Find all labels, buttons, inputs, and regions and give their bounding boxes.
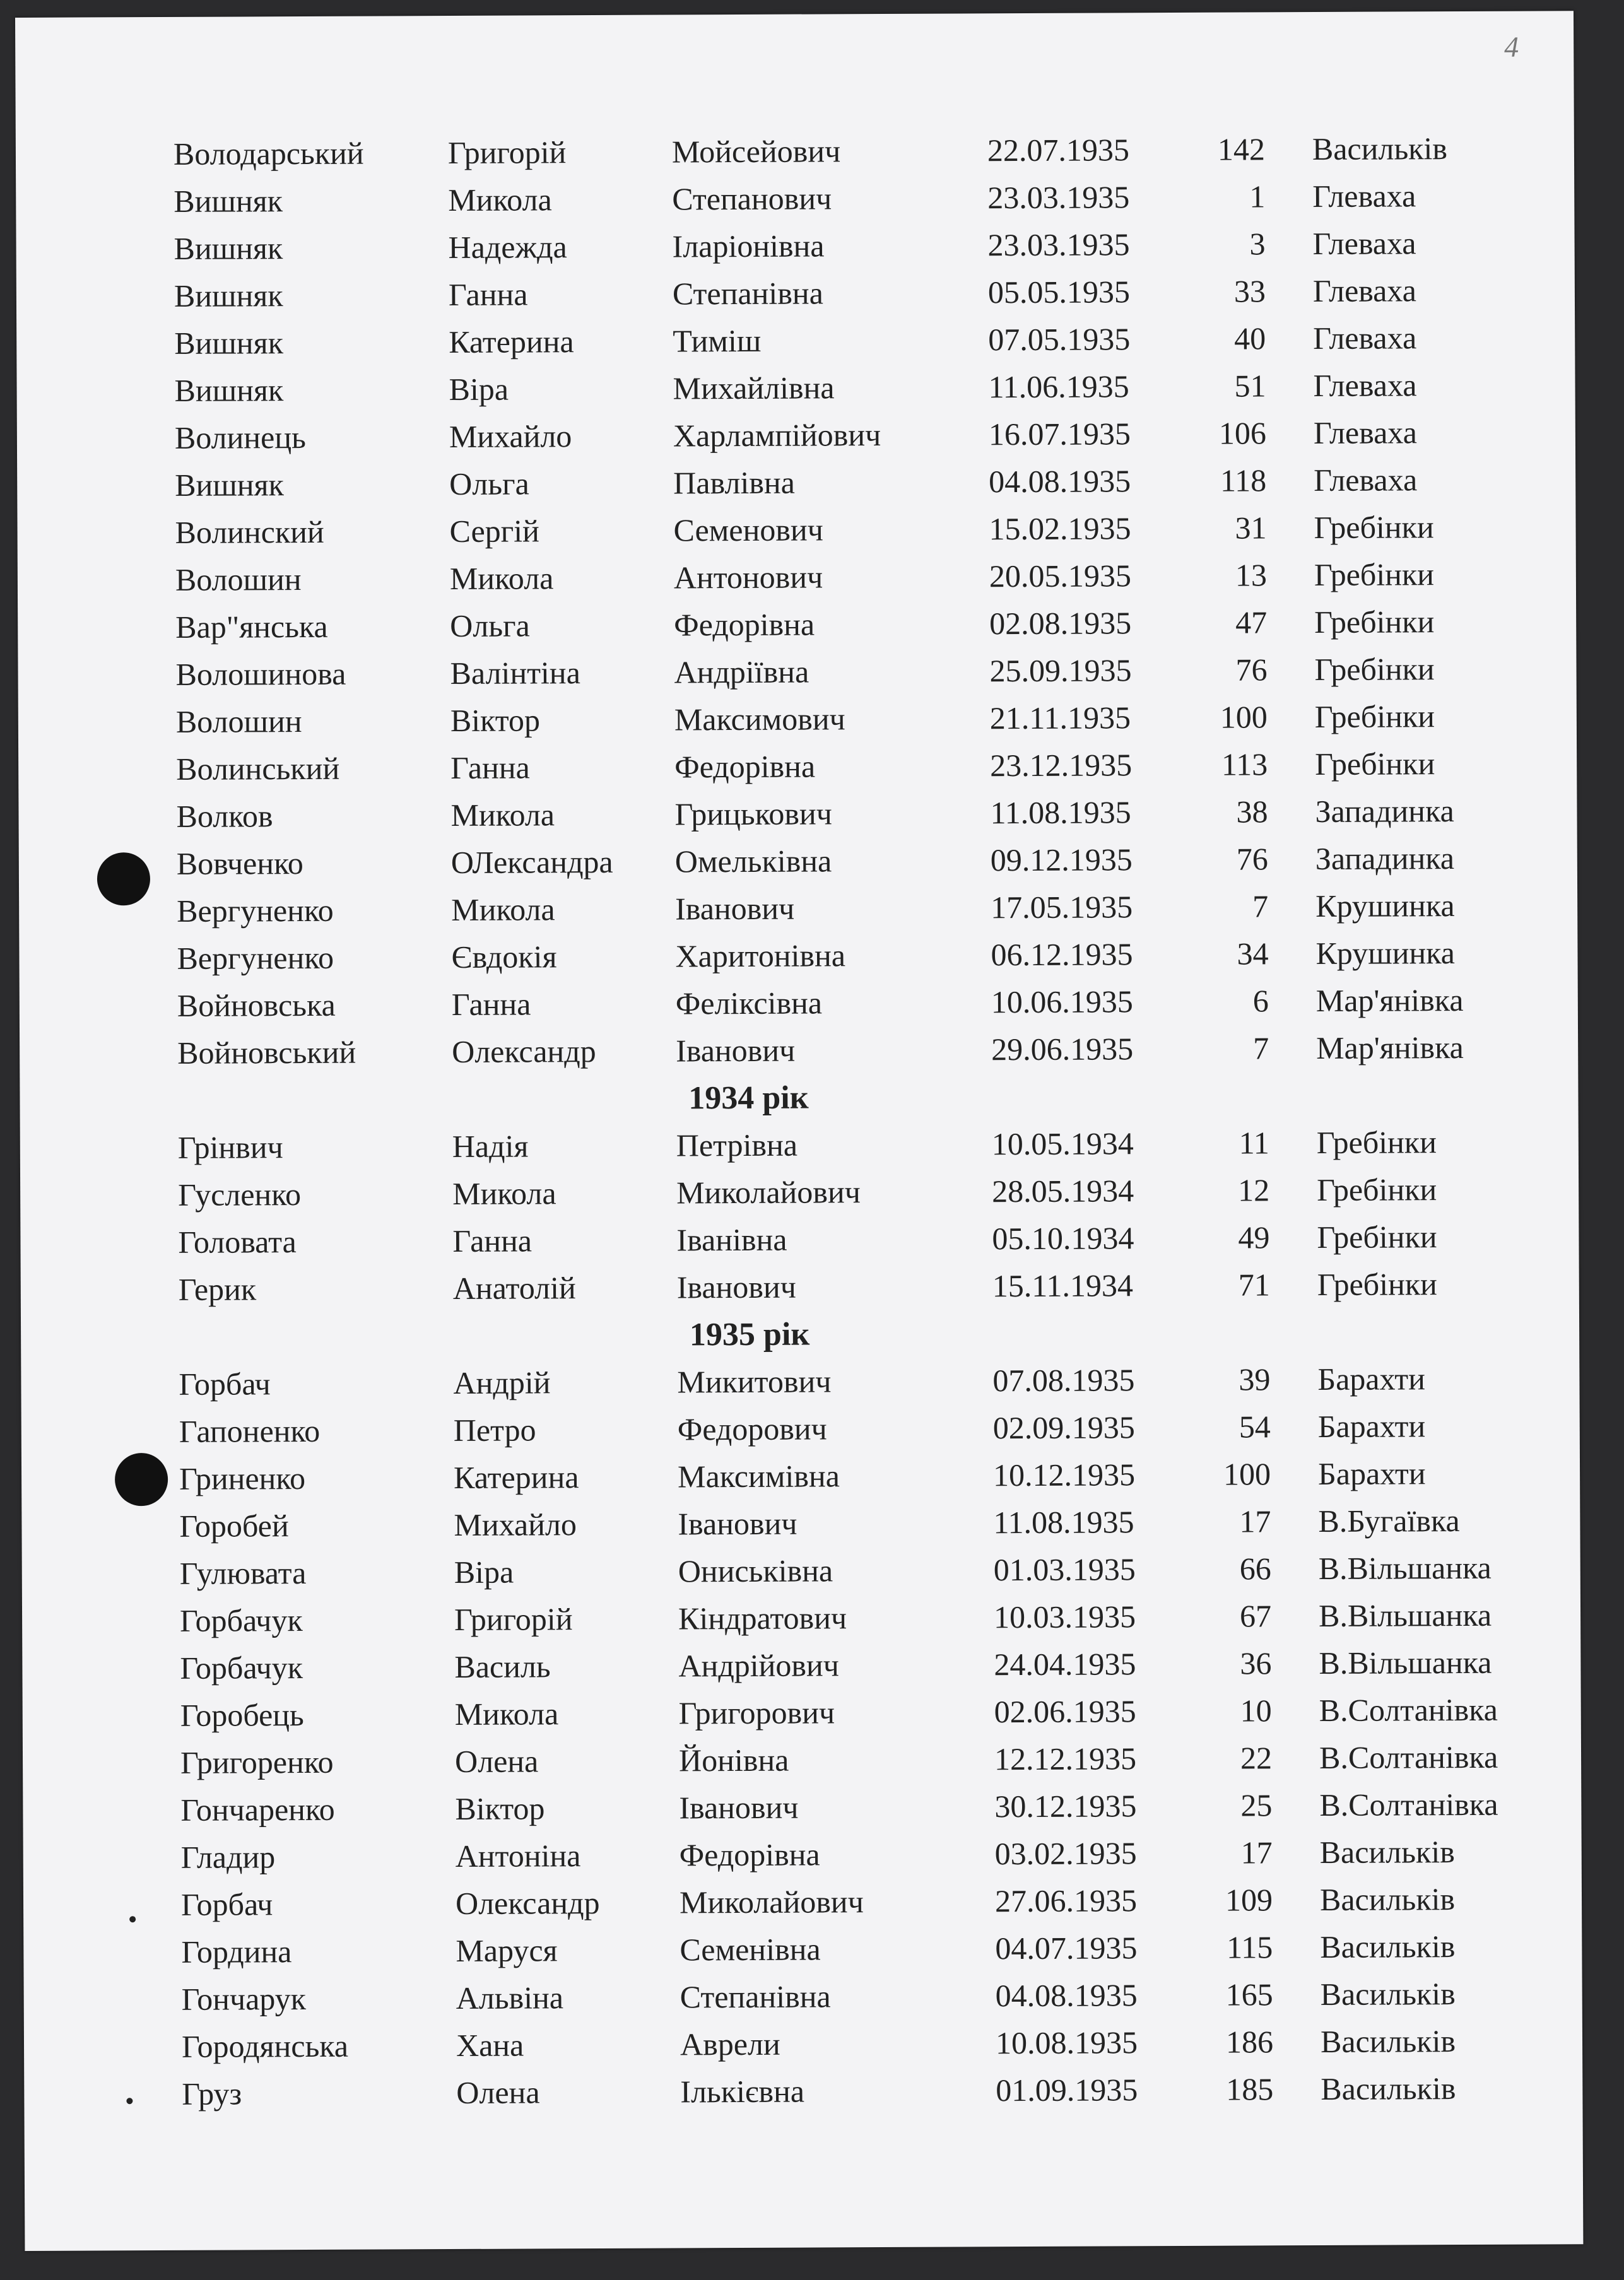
village-cell: Гребінки	[1316, 1124, 1437, 1161]
first-name-cell: Хана	[456, 2027, 524, 2063]
table-row	[23, 1875, 1582, 1929]
table-row	[16, 266, 1575, 320]
first-name-cell: Микола	[449, 560, 554, 597]
village-cell: Гребінки	[1315, 746, 1435, 782]
village-cell: Васильків	[1320, 1929, 1456, 1965]
table-row	[17, 408, 1575, 462]
first-name-cell: Ганна	[452, 1223, 533, 1259]
record-number-cell: 115	[1227, 1929, 1273, 1965]
date-cell: 10.08.1935	[995, 2024, 1138, 2061]
surname-cell: Горобець	[180, 1697, 304, 1733]
record-number-cell: 49	[1238, 1219, 1270, 1255]
surname-cell: Гулювата	[179, 1555, 307, 1591]
surname-cell: Вишняк	[174, 230, 283, 266]
village-cell: Гребінки	[1314, 556, 1435, 593]
village-cell: Васильків	[1319, 1881, 1456, 1918]
record-number-cell: 11	[1239, 1125, 1269, 1161]
first-name-cell: Надія	[452, 1128, 529, 1164]
first-name-cell: Надежда	[448, 229, 567, 266]
record-number-cell: 185	[1226, 2071, 1274, 2107]
surname-cell: Гончаренко	[180, 1791, 335, 1828]
surname-cell: Вар"янська	[175, 608, 328, 645]
village-cell: Барахти	[1317, 1361, 1426, 1397]
date-cell: 09.12.1935	[990, 842, 1133, 878]
date-cell: 10.05.1934	[991, 1125, 1134, 1162]
village-cell: Мар'янівка	[1315, 982, 1464, 1019]
surname-cell: Вишняк	[175, 467, 285, 503]
patronymic-cell: Кіндратович	[678, 1600, 847, 1637]
table-row	[21, 1354, 1579, 1409]
record-number-cell: 186	[1225, 2024, 1274, 2060]
date-cell: 23.12.1935	[990, 747, 1133, 784]
surname-cell: Горбач	[180, 1886, 273, 1922]
village-cell: Глеваха	[1312, 273, 1416, 309]
record-number-cell: 100	[1223, 1456, 1271, 1492]
village-cell: Западинка	[1315, 793, 1454, 830]
village-cell: Гребінки	[1317, 1219, 1437, 1255]
table-row	[19, 881, 1577, 936]
date-cell: 02.08.1935	[989, 605, 1132, 642]
patronymic-cell: Максимівна	[677, 1458, 840, 1495]
patronymic-cell: Мойсейович	[671, 133, 841, 170]
patronymic-cell: Павлівна	[673, 464, 796, 501]
record-number-cell: 76	[1236, 841, 1268, 877]
date-cell: 12.12.1935	[994, 1741, 1137, 1777]
patronymic-cell: Михайлівна	[673, 370, 835, 406]
first-name-cell: Михайло	[449, 418, 572, 455]
date-cell: 16.07.1935	[988, 416, 1131, 452]
date-cell: 01.09.1935	[996, 2072, 1138, 2108]
first-name-cell: Маруся	[456, 1932, 558, 1968]
patronymic-cell: Іларіонівна	[672, 228, 825, 264]
date-cell: 11.08.1935	[990, 794, 1131, 831]
first-name-cell: Антоніна	[455, 1838, 581, 1874]
first-name-cell: Олена	[456, 2074, 540, 2110]
table-row	[22, 1544, 1580, 1598]
table-row	[17, 455, 1575, 510]
surname-cell: Гордина	[181, 1934, 292, 1970]
page-number: 4	[1504, 30, 1519, 63]
patronymic-cell: Миколайович	[676, 1174, 861, 1211]
record-number-cell: 10	[1240, 1693, 1272, 1729]
first-name-cell: Ольга	[450, 608, 530, 644]
table-row	[23, 1828, 1582, 1882]
register-table	[15, 11, 1574, 2112]
date-cell: 10.03.1935	[993, 1599, 1136, 1635]
village-cell: В.Вільшанка	[1319, 1644, 1492, 1681]
date-cell: 23.03.1935	[987, 226, 1130, 263]
table-row	[16, 124, 1574, 179]
surname-cell: Григоренко	[180, 1744, 334, 1780]
record-number-cell: 113	[1221, 746, 1268, 782]
first-name-cell: Григорій	[447, 134, 567, 171]
first-name-cell: Віра	[454, 1554, 514, 1590]
surname-cell: Гончарук	[181, 1981, 307, 2017]
village-cell: Крушинка	[1315, 888, 1455, 924]
record-number-cell: 76	[1235, 652, 1268, 688]
patronymic-cell: Аврели	[680, 2026, 780, 2062]
surname-cell: Вергуненко	[177, 892, 334, 929]
patronymic-cell: Семенівна	[680, 1931, 821, 1968]
patronymic-cell: Іванівна	[676, 1221, 787, 1258]
village-cell: Глеваха	[1313, 367, 1417, 404]
surname-cell: Гладир	[180, 1839, 276, 1875]
date-cell: 15.02.1935	[989, 510, 1131, 547]
patronymic-cell: Микитович	[677, 1363, 832, 1400]
patronymic-cell: Андріївна	[674, 654, 809, 690]
patronymic-cell: Феліксівна	[675, 985, 823, 1021]
table-row	[21, 1260, 1579, 1314]
table-row	[24, 1970, 1582, 2024]
table-row	[20, 1023, 1578, 1078]
surname-cell: Волков	[176, 798, 273, 834]
record-number-cell: 106	[1218, 415, 1267, 451]
record-number-cell: 1	[1249, 179, 1266, 214]
table-row	[20, 1165, 1579, 1219]
patronymic-cell: Миколайович	[679, 1884, 864, 1920]
first-name-cell: Василь	[454, 1648, 551, 1684]
first-name-cell: Ганна	[451, 986, 531, 1022]
surname-cell: Головата	[178, 1224, 297, 1260]
first-name-cell: ОЛександра	[450, 843, 613, 880]
first-name-cell: Євдокія	[451, 939, 557, 975]
patronymic-cell: Грицькович	[674, 796, 832, 832]
date-cell: 10.06.1935	[991, 984, 1133, 1020]
surname-cell: Грінвич	[177, 1129, 283, 1165]
table-row	[21, 1402, 1580, 1456]
patronymic-cell: Петрівна	[676, 1127, 798, 1163]
village-cell: Гребінки	[1314, 509, 1434, 546]
table-row	[23, 1686, 1581, 1740]
date-cell: 04.07.1935	[995, 1930, 1138, 1966]
patronymic-cell: Степанівна	[672, 275, 823, 312]
table-row	[18, 597, 1576, 652]
date-cell: 21.11.1935	[989, 700, 1131, 736]
table-row	[23, 1780, 1581, 1835]
surname-cell: Войновський	[177, 1034, 356, 1071]
date-cell: 05.05.1935	[987, 274, 1131, 310]
first-name-cell: Микола	[448, 182, 552, 218]
first-name-cell: Григорій	[454, 1601, 573, 1637]
surname-cell: Волинець	[174, 419, 306, 455]
village-cell: В.Бугаївка	[1318, 1503, 1460, 1539]
village-cell: Глеваха	[1312, 178, 1416, 214]
first-name-cell: Михайло	[454, 1507, 577, 1543]
patronymic-cell: Андрійович	[678, 1647, 839, 1684]
first-name-cell: Андрій	[453, 1365, 551, 1401]
date-cell: 04.08.1935	[989, 463, 1131, 500]
first-name-cell: Олександр	[455, 1884, 600, 1921]
patronymic-cell: Максимович	[674, 701, 845, 737]
surname-cell: Вовченко	[176, 845, 303, 881]
table-row	[16, 361, 1575, 415]
surname-cell: Горобей	[179, 1508, 289, 1544]
record-number-cell: 71	[1238, 1267, 1270, 1303]
surname-cell: Горбач	[179, 1366, 271, 1402]
date-cell: 30.12.1935	[994, 1788, 1137, 1825]
date-cell: 11.06.1935	[988, 368, 1129, 405]
record-number-cell: 67	[1239, 1598, 1272, 1634]
table-row	[23, 1733, 1581, 1787]
record-number-cell: 25	[1240, 1787, 1273, 1823]
first-name-cell: Олександр	[452, 1033, 596, 1069]
patronymic-cell: Федорівна	[679, 1836, 820, 1873]
table-row	[24, 2017, 1582, 2071]
document-page	[15, 11, 1583, 2251]
village-cell: Барахти	[1317, 1455, 1426, 1492]
date-cell: 05.10.1934	[992, 1220, 1134, 1257]
table-row	[18, 692, 1577, 746]
table-row	[22, 1591, 1580, 1645]
date-cell: 23.03.1935	[987, 179, 1130, 216]
record-number-cell: 34	[1237, 936, 1269, 972]
record-number-cell: 165	[1225, 1977, 1273, 2013]
patronymic-cell: Федорівна	[674, 606, 815, 643]
record-number-cell: 142	[1217, 131, 1266, 167]
table-row	[17, 503, 1575, 557]
table-row	[20, 1118, 1579, 1172]
surname-cell: Володарський	[173, 135, 364, 172]
village-cell: Глеваха	[1313, 320, 1417, 356]
first-name-cell: Микола	[450, 797, 555, 833]
village-cell: В.Солтанівка	[1319, 1691, 1498, 1729]
surname-cell: Гусленко	[178, 1177, 302, 1213]
table-row	[24, 2064, 1582, 2118]
surname-cell: Герик	[178, 1271, 257, 1307]
village-cell: Глеваха	[1312, 225, 1416, 262]
first-name-cell: Катерина	[453, 1459, 579, 1495]
surname-cell: Волинський	[176, 750, 340, 787]
record-number-cell: 40	[1234, 320, 1266, 356]
date-cell: 07.05.1935	[988, 321, 1131, 358]
first-name-cell: Петро	[453, 1412, 536, 1448]
surname-cell: Войновська	[177, 987, 336, 1023]
surname-cell: Вишняк	[174, 183, 283, 219]
patronymic-cell: Григорович	[678, 1695, 835, 1731]
patronymic-cell: Степанович	[672, 180, 832, 217]
surname-cell: Горбачук	[179, 1602, 303, 1638]
village-cell: В.Солтанівка	[1319, 1739, 1498, 1776]
village-cell: Мар'янівка	[1316, 1029, 1464, 1066]
surname-cell: Вишняк	[174, 325, 284, 361]
table-row	[18, 787, 1577, 841]
first-name-cell: Микола	[451, 891, 555, 927]
record-number-cell: 66	[1239, 1551, 1271, 1587]
table-row	[20, 976, 1578, 1030]
patronymic-cell: Іванович	[675, 890, 795, 927]
table-row	[22, 1638, 1580, 1693]
date-cell: 20.05.1935	[989, 558, 1131, 594]
table-row	[18, 645, 1576, 699]
record-number-cell: 100	[1220, 699, 1268, 735]
surname-cell: Городянська	[181, 2028, 349, 2064]
surname-cell: Волошин	[175, 703, 302, 739]
table-row	[18, 550, 1576, 604]
first-name-cell: Віра	[449, 371, 509, 408]
village-cell: Васильків	[1319, 1834, 1455, 1871]
village-cell: Васильків	[1312, 131, 1448, 167]
date-cell: 29.06.1935	[991, 1031, 1134, 1067]
village-cell: Гребінки	[1317, 1266, 1437, 1303]
village-cell: Васильків	[1320, 1976, 1456, 2013]
table-row	[19, 834, 1577, 888]
surname-cell: Вишняк	[174, 278, 283, 314]
village-cell: Васильків	[1321, 2071, 1456, 2107]
surname-cell: Гапоненко	[179, 1413, 321, 1449]
date-cell: 28.05.1934	[992, 1173, 1134, 1209]
first-name-cell: Віктор	[455, 1790, 545, 1826]
first-name-cell: Ольга	[449, 466, 529, 502]
record-number-cell: 118	[1220, 462, 1267, 498]
village-cell: В.Вільшанка	[1318, 1549, 1492, 1587]
table-row	[23, 1922, 1582, 1977]
patronymic-cell: Харитонівна	[675, 937, 846, 974]
record-number-cell: 54	[1239, 1409, 1271, 1445]
record-number-cell: 7	[1252, 888, 1269, 924]
first-name-cell: Ганна	[450, 749, 530, 785]
record-number-cell: 6	[1252, 983, 1269, 1019]
date-cell: 01.03.1935	[993, 1551, 1136, 1588]
record-number-cell: 22	[1240, 1740, 1273, 1776]
village-cell: Глеваха	[1313, 414, 1417, 451]
record-number-cell: 13	[1235, 557, 1267, 593]
patronymic-cell: Федорович	[677, 1411, 827, 1447]
record-number-cell: 51	[1234, 368, 1266, 404]
record-number-cell: 3	[1249, 226, 1266, 262]
patronymic-cell: Антонович	[673, 559, 823, 596]
surname-cell: Волинский	[175, 514, 324, 550]
first-name-cell: Альвіна	[456, 1980, 564, 2016]
village-cell: Гребінки	[1317, 1172, 1437, 1208]
first-name-cell: Сергій	[449, 513, 539, 549]
patronymic-cell: Федорівна	[674, 748, 816, 785]
patronymic-cell: Степанівна	[680, 1978, 831, 2015]
first-name-cell: Катерина	[449, 324, 574, 360]
first-name-cell: Анатолій	[452, 1270, 576, 1306]
record-number-cell: 12	[1238, 1172, 1270, 1208]
date-cell: 02.09.1935	[992, 1409, 1135, 1446]
table-row	[21, 1496, 1580, 1551]
date-cell: 15.11.1934	[992, 1267, 1134, 1304]
record-number-cell: 17	[1240, 1835, 1273, 1871]
table-row	[16, 314, 1575, 368]
date-cell: 27.06.1935	[994, 1883, 1138, 1919]
record-number-cell: 36	[1240, 1645, 1272, 1681]
date-cell: 25.09.1935	[989, 652, 1132, 689]
year-heading: 1935 рік	[689, 1316, 810, 1353]
record-number-cell: 17	[1239, 1503, 1271, 1539]
date-cell: 17.05.1935	[991, 889, 1133, 926]
record-number-cell: 7	[1253, 1030, 1269, 1066]
first-name-cell: Валінтіна	[450, 655, 580, 691]
surname-cell: Гриненко	[179, 1460, 306, 1496]
date-cell: 10.12.1935	[992, 1457, 1136, 1493]
record-number-cell: 31	[1235, 510, 1267, 546]
table-row	[20, 1213, 1579, 1267]
record-number-cell: 38	[1236, 794, 1268, 830]
patronymic-cell: Тиміш	[673, 322, 762, 359]
village-cell: Гребінки	[1314, 604, 1435, 640]
village-cell: Васильків	[1320, 2023, 1456, 2060]
village-cell: Крушинка	[1315, 935, 1456, 972]
patronymic-cell: Іванович	[676, 1032, 796, 1069]
village-cell: Гребінки	[1314, 651, 1435, 688]
record-number-cell: 33	[1233, 273, 1266, 309]
table-row	[18, 739, 1577, 794]
first-name-cell: Олена	[454, 1743, 539, 1779]
surname-cell: Волошинова	[175, 655, 346, 692]
first-name-cell: Микола	[454, 1696, 559, 1732]
table-row	[19, 929, 1577, 983]
first-name-cell: Микола	[452, 1175, 556, 1211]
date-cell: 22.07.1935	[987, 132, 1130, 168]
record-number-cell: 109	[1225, 1882, 1273, 1918]
date-cell: 06.12.1935	[991, 936, 1133, 973]
date-cell: 03.02.1935	[994, 1835, 1137, 1872]
patronymic-cell: Іванович	[679, 1789, 799, 1826]
date-cell: 02.06.1935	[994, 1693, 1136, 1730]
table-row	[16, 219, 1574, 273]
patronymic-cell: Омельківна	[674, 843, 832, 879]
patronymic-cell: Харлампійович	[673, 417, 881, 454]
patronymic-cell: Ониськівна	[678, 1553, 833, 1589]
village-cell: Барахти	[1317, 1408, 1426, 1445]
first-name-cell: Віктор	[450, 702, 541, 739]
date-cell: 24.04.1935	[994, 1646, 1136, 1683]
year-heading: 1934 рік	[688, 1079, 809, 1117]
village-cell: В.Солтанівка	[1319, 1786, 1498, 1823]
first-name-cell: Ганна	[448, 276, 528, 313]
surname-cell: Волошин	[175, 561, 302, 597]
surname-cell: Вергуненко	[177, 939, 334, 976]
patronymic-cell: Семенович	[673, 512, 823, 548]
surname-cell: Горбачук	[180, 1650, 303, 1686]
village-cell: В.Вільшанка	[1318, 1597, 1492, 1634]
record-number-cell: 47	[1235, 604, 1268, 640]
date-cell: 11.08.1935	[993, 1504, 1134, 1541]
table-row	[21, 1449, 1580, 1503]
date-cell: 07.08.1935	[992, 1362, 1135, 1399]
surname-cell: Груз	[182, 2076, 242, 2112]
patronymic-cell: Іванович	[678, 1505, 797, 1542]
patronymic-cell: Йонівна	[678, 1742, 789, 1778]
patronymic-cell: Ількієвна	[680, 2073, 805, 2110]
table-row	[16, 172, 1574, 226]
village-cell: Западинка	[1315, 840, 1455, 877]
surname-cell: Вишняк	[174, 372, 284, 408]
patronymic-cell: Іванович	[676, 1269, 796, 1305]
date-cell: 04.08.1935	[995, 1977, 1138, 2014]
village-cell: Гребінки	[1314, 698, 1435, 735]
village-cell: Глеваха	[1314, 462, 1418, 498]
record-number-cell: 39	[1239, 1361, 1271, 1397]
